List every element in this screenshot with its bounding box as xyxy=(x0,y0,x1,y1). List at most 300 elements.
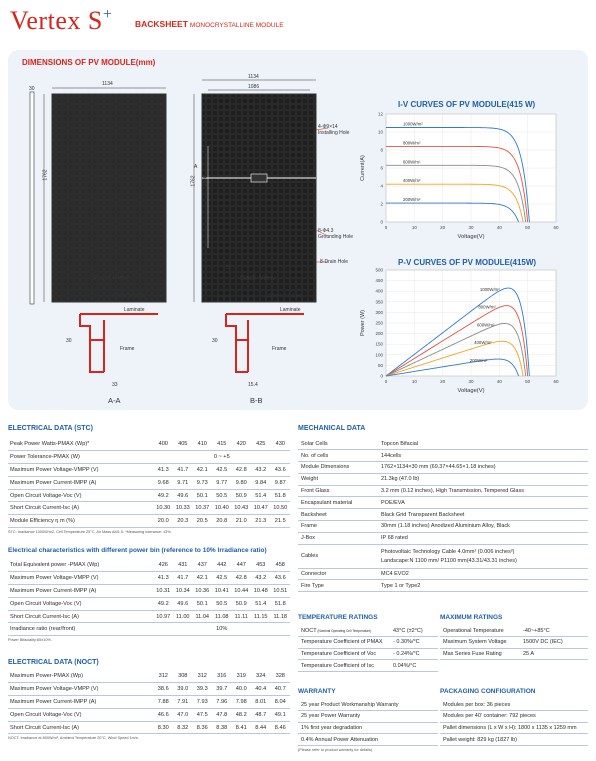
cell-value: 405 xyxy=(173,438,193,451)
row-label-text: NOCT xyxy=(301,627,317,634)
table-row xyxy=(298,648,438,660)
row-label-text: Max Series Fuse Rating xyxy=(443,650,502,657)
table-row xyxy=(8,683,290,696)
series-label: 1000W/m² xyxy=(479,287,500,293)
cell-value: 9.80 xyxy=(232,476,252,489)
bb-frame: Frame xyxy=(272,346,287,352)
row-label xyxy=(298,660,390,672)
bin-section xyxy=(8,547,290,642)
cell-value: 11.00 xyxy=(173,610,193,623)
table-row xyxy=(298,497,588,509)
noct-table xyxy=(8,670,290,734)
row-value-line: 144cells xyxy=(381,452,402,459)
x-tick-label: 60 xyxy=(553,225,559,230)
x-tick-label: 60 xyxy=(553,379,559,384)
row-value xyxy=(378,497,588,509)
cell-value: 41.3 xyxy=(154,464,174,477)
y-tick-label: 0 xyxy=(380,219,383,225)
warranty-note: (Please refer to product warranty for details) xyxy=(298,747,373,752)
x-tick-label: 30 xyxy=(468,225,474,230)
stc-table xyxy=(8,438,290,528)
cell-value: 410 xyxy=(193,438,213,451)
series-label: 1000W/m² xyxy=(403,121,423,127)
temperature-section xyxy=(298,614,438,672)
table-row xyxy=(440,648,588,660)
row-text: 25 year Product Workmanship Warranty xyxy=(298,699,438,711)
front-view-panel xyxy=(52,94,166,302)
cell-value: 415 xyxy=(212,438,232,451)
cell-value: 20.0 xyxy=(154,515,174,528)
x-tick-label: 50 xyxy=(525,379,531,384)
cell-value: 51.8 xyxy=(271,489,291,502)
x-tick-label: 10 xyxy=(411,225,417,230)
cell-value: 50.5 xyxy=(212,489,232,502)
row-value-line: POE/EVA xyxy=(381,499,405,506)
cell-value: 426 xyxy=(154,559,174,572)
dim-back-width-outer: 1134 xyxy=(248,74,259,80)
table-row xyxy=(298,699,438,711)
bin-note: Power Bifaciality:65±10%. xyxy=(8,638,52,643)
series-label: 400W/m² xyxy=(474,340,492,346)
cell-value: 39.7 xyxy=(212,683,232,696)
cell-value: 49.6 xyxy=(173,489,193,502)
row-value xyxy=(378,544,588,568)
y-tick-label: 350 xyxy=(375,299,383,305)
cell-value: 20.8 xyxy=(212,515,232,528)
cell-value: 308 xyxy=(173,670,193,683)
cell-value: 50.1 xyxy=(193,597,213,610)
cell-value: 10.47 xyxy=(251,502,271,515)
cell-value: 43.6 xyxy=(271,464,291,477)
cell-value: 40.7 xyxy=(271,683,291,696)
table-row xyxy=(298,521,588,533)
brand-logo: Vertex S+ xyxy=(10,6,113,35)
cell-value: 42.5 xyxy=(212,464,232,477)
cell-value: 312 xyxy=(154,670,174,683)
table-row xyxy=(8,438,290,451)
series-label: 600W/m² xyxy=(403,159,421,165)
row-value xyxy=(378,473,588,485)
cell-value: 8.44 xyxy=(251,721,271,734)
row-label: Front Glass xyxy=(298,485,378,497)
pv-chart-title: P-V CURVES OF PV MODULE(415W) xyxy=(398,258,537,267)
x-tick-label: 30 xyxy=(468,379,474,384)
table-row xyxy=(298,711,438,723)
cell-value: 8.36 xyxy=(193,721,213,734)
cell-value: 9.87 xyxy=(271,476,291,489)
series-label: 800W/m² xyxy=(478,304,496,310)
aa-height: 30 xyxy=(66,338,72,344)
row-value xyxy=(378,568,588,580)
cell-value: 11.08 xyxy=(212,610,232,623)
aa-laminate: Laminate xyxy=(124,307,145,313)
iv-chart xyxy=(356,110,576,248)
cell-value: 324 xyxy=(251,670,271,683)
table-row xyxy=(298,580,588,592)
row-label: Maximum Power Voltage-VMPP (V) xyxy=(8,572,154,585)
cell-value: 42.5 xyxy=(212,572,232,585)
dim-front-width: 1134 xyxy=(102,81,113,87)
packaging-title: PACKAGING CONFIGURATION xyxy=(440,688,536,695)
cell-value: 7.98 xyxy=(232,696,252,709)
row-value xyxy=(378,462,588,474)
bb-silicon-sealant: Silicon Sealant xyxy=(268,293,302,299)
cell-value: 20.5 xyxy=(193,515,213,528)
warranty-title: WARRANTY xyxy=(298,688,336,695)
row-value-line: 1762×1134×30 mm (69.37×44.65×1.18 inches) xyxy=(381,464,496,471)
row-label-sub: (Nominal Operating Cell Temperature) xyxy=(316,628,372,633)
cell-value: 47.5 xyxy=(193,708,213,721)
cell-value: 8.32 xyxy=(173,721,193,734)
row-label: Maximum Power Current-IMPP (A) xyxy=(8,696,154,709)
row-label: Solar Cells xyxy=(298,438,378,450)
packaging-section xyxy=(440,688,588,746)
y-tick-label: 200 xyxy=(375,331,383,337)
bb-laminate: Laminate xyxy=(280,307,301,313)
row-text: Modules per box: 36 pieces xyxy=(440,699,588,711)
cell-value: 10.36 xyxy=(193,585,213,598)
front-view-label: Front View xyxy=(93,273,129,282)
cell-value: 40.0 xyxy=(232,683,252,696)
y-tick-label: 4 xyxy=(380,183,383,189)
table-row xyxy=(298,568,588,580)
cell-value: 43.2 xyxy=(251,464,271,477)
dimensions-title: DIMENSIONS OF PV MODULE(mm) xyxy=(22,58,156,67)
row-label xyxy=(298,625,390,637)
header-title: BACKSHEET MONOCRYSTALLINE MODULE xyxy=(135,19,284,29)
stc-note: STC: Irradiance 1000W/m2, Cell Temperature 25°C, Air Mass AM1.5. *Measuring tolerance: ±3%. xyxy=(8,530,172,535)
dim-back-side: 18 xyxy=(225,264,232,270)
cell-value: 10.31 xyxy=(154,585,174,598)
cell-value: 49.6 xyxy=(173,597,193,610)
row-label xyxy=(298,637,390,649)
y-axis-label: Power (W) xyxy=(360,310,366,336)
cell-value: 39.0 xyxy=(173,683,193,696)
cell-value: 10.97 xyxy=(154,610,174,623)
cell-value: 400 xyxy=(154,438,174,451)
series-label: 400W/m² xyxy=(403,178,421,184)
row-label: Module Efficiency η m (%) xyxy=(8,515,154,528)
y-tick-label: 500 xyxy=(375,267,383,273)
row-label: Module Dimensions xyxy=(298,462,378,474)
table-row xyxy=(440,699,588,711)
row-value: -40~+85°C xyxy=(520,625,588,637)
noct-note: NOCT: Irradiance at 800W/m², Ambient Temperature 20°C, Wind Speed 1m/s. xyxy=(8,736,139,741)
row-label: Total Equivalent power -PMAX (Wp) xyxy=(8,559,154,572)
row-value xyxy=(378,521,588,533)
row-text: Modules per 40' container: 792 pieces xyxy=(440,711,588,723)
x-axis-label: Voltage(V) xyxy=(457,388,485,394)
row-label: Maximum Power-PMAX (Wp) xyxy=(8,670,154,683)
noct-section xyxy=(8,659,290,740)
cell-value: 10.41 xyxy=(212,585,232,598)
table-row xyxy=(8,597,290,610)
dim-thickness: 30 xyxy=(29,86,35,92)
cell-value: 48.7 xyxy=(251,708,271,721)
table-row xyxy=(298,438,588,450)
cell-value: 11.04 xyxy=(193,610,213,623)
stc-title: ELECTRICAL DATA (STC) xyxy=(8,425,93,432)
row-label: Open Circuit Voltage-Voc (V) xyxy=(8,489,154,502)
x-tick-label: 40 xyxy=(496,225,502,230)
cell-value: 10.34 xyxy=(173,585,193,598)
table-row xyxy=(298,625,438,637)
y-axis-label: Current(A) xyxy=(360,155,366,181)
cell-value: 447 xyxy=(232,559,252,572)
row-value-line: Landscape:N 1100 mm/ P1100 mm(43.31/43.31 inches) xyxy=(381,557,517,564)
y-tick-label: 250 xyxy=(375,320,383,326)
aa-width: 33 xyxy=(112,382,118,388)
cell-value: 51.8 xyxy=(271,597,291,610)
cell-value: 20.3 xyxy=(173,515,193,528)
cell-value: 49.1 xyxy=(271,708,291,721)
row-label: Maximum Power Voltage-VMPP (V) xyxy=(8,683,154,696)
cell-value: 8.30 xyxy=(154,721,174,734)
row-value xyxy=(378,438,588,450)
table-row xyxy=(8,708,290,721)
cell-value: 49.2 xyxy=(154,489,174,502)
cell-value: 420 xyxy=(232,438,252,451)
y-tick-label: 8 xyxy=(380,147,383,153)
cell-value: 41.7 xyxy=(173,572,193,585)
y-tick-label: 0 xyxy=(380,373,383,379)
x-tick-label: 40 xyxy=(496,379,502,384)
row-label: Maximum Power Current-IMPP (A) xyxy=(8,585,154,598)
cell-value: 437 xyxy=(193,559,213,572)
x-tick-label: 0 xyxy=(384,225,388,230)
cell-value: 10.51 xyxy=(271,585,291,598)
section-aa-label: A-A xyxy=(108,396,121,405)
cell-value: 43.2 xyxy=(251,572,271,585)
row-label: J-Box xyxy=(298,532,378,544)
row-value: 43°C (±2°C) xyxy=(390,625,438,637)
row-label: Connector xyxy=(298,568,378,580)
row-label xyxy=(440,648,520,660)
row-text: 1% first year degradation xyxy=(298,722,438,734)
cell-value: 7.96 xyxy=(212,696,232,709)
cell-value: 10.44 xyxy=(232,585,252,598)
table-row xyxy=(298,462,588,474)
cell-value: 21.3 xyxy=(251,515,271,528)
packaging-table xyxy=(440,699,588,746)
row-label: Weight xyxy=(298,473,378,485)
cell-value: 21.5 xyxy=(271,515,291,528)
table-row xyxy=(8,696,290,709)
cell-value: 442 xyxy=(212,559,232,572)
cell-value: 9.71 xyxy=(173,476,193,489)
drain-hole: 8-Drain Hole xyxy=(320,259,349,265)
row-value: 25 A xyxy=(520,648,588,660)
cell-value: 10.48 xyxy=(251,585,271,598)
dim-back-inner-height: 1100 xyxy=(202,175,209,187)
table-row xyxy=(8,451,290,464)
table-row xyxy=(298,509,588,521)
bin-title: Electrical characteristics with different power bin (reference to 10% Irradiance ratio) xyxy=(8,547,267,554)
row-label: Backsheet xyxy=(298,509,378,521)
row-label: Open Circuit Voltage-Voc (V) xyxy=(8,597,154,610)
row-value: - 0.24%/°C xyxy=(390,648,438,660)
row-text: Pallet dimensions (L x W x H): 1800 x 1135 x 1259 mm xyxy=(440,722,588,734)
table-row xyxy=(298,637,438,649)
table-row xyxy=(8,502,290,515)
row-value xyxy=(378,450,588,462)
cell-value: 21.0 xyxy=(232,515,252,528)
install-hole: 4-Φ9×14 Installing Hole xyxy=(318,124,350,136)
x-tick-label: 20 xyxy=(440,225,446,230)
y-tick-label: 400 xyxy=(375,288,383,294)
cell-value: 42.1 xyxy=(193,464,213,477)
row-label: No. of cells xyxy=(298,450,378,462)
table-row xyxy=(298,544,588,568)
cell-value: 312 xyxy=(193,670,213,683)
cell-value: 43.6 xyxy=(271,572,291,585)
section-bb xyxy=(226,314,304,372)
cell-value: 40.4 xyxy=(251,683,271,696)
row-span-value: 0 ~ +5 xyxy=(154,451,291,464)
row-value-line: Type 1 or Type2 xyxy=(381,582,421,589)
row-label: Frame xyxy=(298,521,378,533)
bb-width: 15.4 xyxy=(248,382,258,388)
table-row xyxy=(440,734,588,746)
row-text: 25 year Power Warranty xyxy=(298,711,438,723)
cell-value: 425 xyxy=(251,438,271,451)
series-label: 200W/m² xyxy=(469,358,488,364)
cell-value: 8.46 xyxy=(271,721,291,734)
cell-value: 8.38 xyxy=(212,721,232,734)
cell-value: 50.1 xyxy=(193,489,213,502)
row-label-text: Temperature Coefficient of PMAX xyxy=(301,639,383,646)
row-text: 0.4% Annual Power Attenuation xyxy=(298,734,438,746)
cell-value: 8.01 xyxy=(251,696,271,709)
table-row xyxy=(440,722,588,734)
aa-silicon-sealant: Silicon Sealant xyxy=(113,293,147,299)
x-tick-label: 50 xyxy=(525,225,531,230)
y-tick-label: 300 xyxy=(375,309,383,315)
x-tick-label: 10 xyxy=(411,379,417,384)
row-label: Short Circuit Current-Isc (A) xyxy=(8,610,154,623)
row-label: Power Tolerance-PMAX (W) xyxy=(8,451,154,464)
y-tick-label: 150 xyxy=(375,341,383,347)
cell-value: 49.2 xyxy=(154,597,174,610)
x-tick-label: 0 xyxy=(384,379,388,384)
row-value-line: Topcon Bifacial xyxy=(381,440,418,447)
table-row xyxy=(298,473,588,485)
cell-value: 38.6 xyxy=(154,683,174,696)
row-value-line: 30mm (1.18 inches) Anodized Aluminium Alloy, Black xyxy=(381,523,510,530)
row-label: Maximum Power Current-IMPP (A) xyxy=(8,476,154,489)
row-text: Pallet weight: 829 kg (1827 lb) xyxy=(440,734,588,746)
stc-section xyxy=(8,425,290,534)
row-label xyxy=(440,625,520,637)
cell-value: 7.93 xyxy=(193,696,213,709)
y-tick-label: 2 xyxy=(380,201,383,207)
row-label: Cables xyxy=(298,544,378,568)
table-row xyxy=(440,711,588,723)
dim-back-height: 1762 xyxy=(190,175,197,187)
row-label: Maximum Power Voltage-VMPP (V) xyxy=(8,464,154,477)
series-label: 600W/m² xyxy=(477,322,495,328)
cell-value: 9.84 xyxy=(251,476,271,489)
cell-value: 328 xyxy=(271,670,291,683)
row-label: Peak Power Watts-PMAX (Wp)* xyxy=(8,438,154,451)
row-value-line: Black Grid Transparent Backsheet xyxy=(381,511,465,518)
cell-value: 9.68 xyxy=(154,476,174,489)
temperature-title: TEMPERATURE RATINGS xyxy=(298,614,378,621)
table-row xyxy=(440,637,588,649)
row-value-line: 3.2 mm (0.12 inches), High Transmission, Tempered Glass xyxy=(381,488,524,495)
pv-chart xyxy=(356,266,576,402)
cell-value: 431 xyxy=(173,559,193,572)
table-row xyxy=(298,660,438,672)
row-value: - 0.30%/°C xyxy=(390,637,438,649)
table-row xyxy=(298,722,438,734)
noct-title: ELECTRICAL DATA (NOCT) xyxy=(8,659,99,666)
cell-value: 41.7 xyxy=(173,464,193,477)
mechanical-section xyxy=(298,425,588,592)
mechanical-title: MECHANICAL DATA xyxy=(298,425,366,432)
row-label-text: Temperature Coefficient of Voc xyxy=(301,650,377,657)
row-value xyxy=(378,509,588,521)
cell-value: 8.41 xyxy=(232,721,252,734)
row-label: Short Circuit Current-Isc (A) xyxy=(8,502,154,515)
maximum-table xyxy=(440,625,588,660)
x-tick-label: 20 xyxy=(440,379,446,384)
table-row xyxy=(8,610,290,623)
ground-hole: 8-Φ4.3 Grounding Hole xyxy=(318,228,354,240)
cell-value: 319 xyxy=(232,670,252,683)
table-row xyxy=(8,572,290,585)
y-tick-label: 10 xyxy=(377,129,383,135)
cell-value: 7.91 xyxy=(173,696,193,709)
table-row xyxy=(298,532,588,544)
dim-front-height: 1762 xyxy=(42,169,49,181)
cell-value: 458 xyxy=(271,559,291,572)
table-row xyxy=(298,734,438,746)
cell-value: 453 xyxy=(251,559,271,572)
row-label: Fire Type xyxy=(298,580,378,592)
cell-value: 8.04 xyxy=(271,696,291,709)
table-row xyxy=(440,625,588,637)
cell-value: 51.4 xyxy=(251,597,271,610)
warranty-table xyxy=(298,699,438,746)
cell-value: 50.9 xyxy=(232,489,252,502)
y-tick-label: 6 xyxy=(380,165,383,171)
side-profile xyxy=(30,92,34,304)
row-label xyxy=(440,637,520,649)
row-label: Open Circuit Voltage-Voc (V) xyxy=(8,708,154,721)
cell-value: 316 xyxy=(212,670,232,683)
row-label xyxy=(298,648,390,660)
table-row xyxy=(8,489,290,502)
cell-value: 10.37 xyxy=(193,502,213,515)
table-row xyxy=(298,450,588,462)
bb-height: 30 xyxy=(212,338,218,344)
table-row xyxy=(8,585,290,598)
row-label-text: Maximum System Voltage xyxy=(443,639,507,646)
cell-value: 39.3 xyxy=(193,683,213,696)
maximum-title: MAXIMUM RATINGS xyxy=(440,614,503,621)
table-row xyxy=(8,721,290,734)
row-label-text: Temperature Coefficient of Isc xyxy=(301,662,374,669)
row-label-text: Operational Temperature xyxy=(443,627,504,634)
cell-value: 9.73 xyxy=(193,476,213,489)
cell-value: 47.0 xyxy=(173,708,193,721)
cell-value: 430 xyxy=(271,438,291,451)
mechanical-table xyxy=(298,438,588,592)
y-tick-label: 450 xyxy=(375,278,383,284)
cell-value: 11.15 xyxy=(251,610,271,623)
section-aa xyxy=(80,314,158,372)
